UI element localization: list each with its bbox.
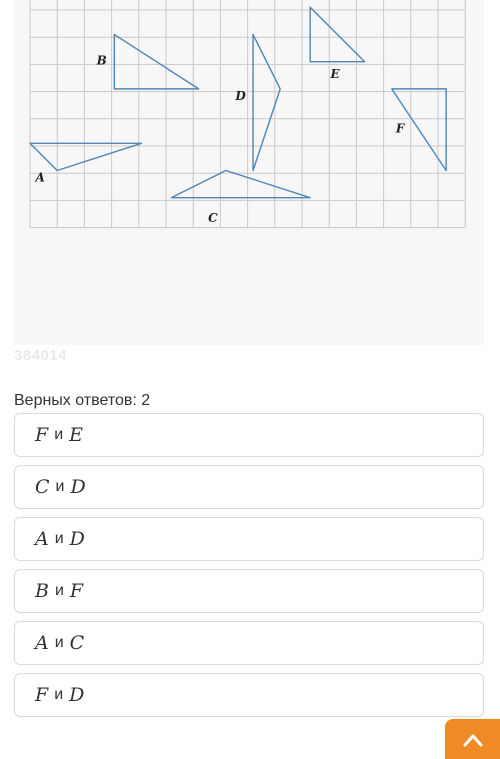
option-left: A [35, 632, 49, 654]
option-conj: и [54, 634, 64, 651]
task-id-watermark: 384014 [14, 347, 68, 364]
triangle-label-e: E [330, 67, 340, 81]
triangles-grid [14, 0, 484, 345]
answers-count-label: Верных ответов: 2 [14, 392, 151, 409]
answer-option-3[interactable] [14, 517, 484, 561]
option-conj: и [54, 530, 64, 547]
option-left: C [35, 476, 50, 498]
option-left: F [35, 684, 49, 706]
triangles-figure [14, 0, 484, 345]
triangle-label-b: B [96, 53, 107, 68]
option-right: D [69, 528, 85, 550]
option-right: F [69, 580, 84, 602]
option-conj: и [55, 478, 65, 495]
option-right: E [69, 424, 83, 446]
triangle-a [30, 143, 142, 170]
triangle-label-c: C [208, 211, 218, 226]
option-right: C [69, 632, 85, 654]
option-right: D [70, 476, 86, 498]
option-conj: и [54, 582, 64, 599]
option-conj: и [54, 426, 64, 443]
option-left: A [35, 528, 49, 550]
answer-option-6[interactable] [14, 673, 484, 717]
chevron-up-icon [463, 733, 483, 747]
answer-option-1[interactable] [14, 413, 484, 457]
triangle-d [253, 34, 280, 170]
option-conj: и [54, 686, 64, 703]
option-left: F [35, 424, 49, 446]
triangle-label-a: A [35, 170, 45, 185]
answer-option-5[interactable] [14, 621, 484, 665]
triangle-b [114, 34, 198, 88]
answer-option-4[interactable] [14, 569, 484, 613]
option-right: D [69, 684, 85, 706]
option-left: B [35, 580, 49, 602]
triangle-label-f: F [395, 121, 405, 136]
answer-options [14, 413, 484, 725]
scroll-up-button[interactable] [445, 719, 500, 759]
triangle-label-d: D [235, 88, 246, 103]
answer-option-2[interactable] [14, 465, 484, 509]
triangle-c [171, 170, 310, 197]
